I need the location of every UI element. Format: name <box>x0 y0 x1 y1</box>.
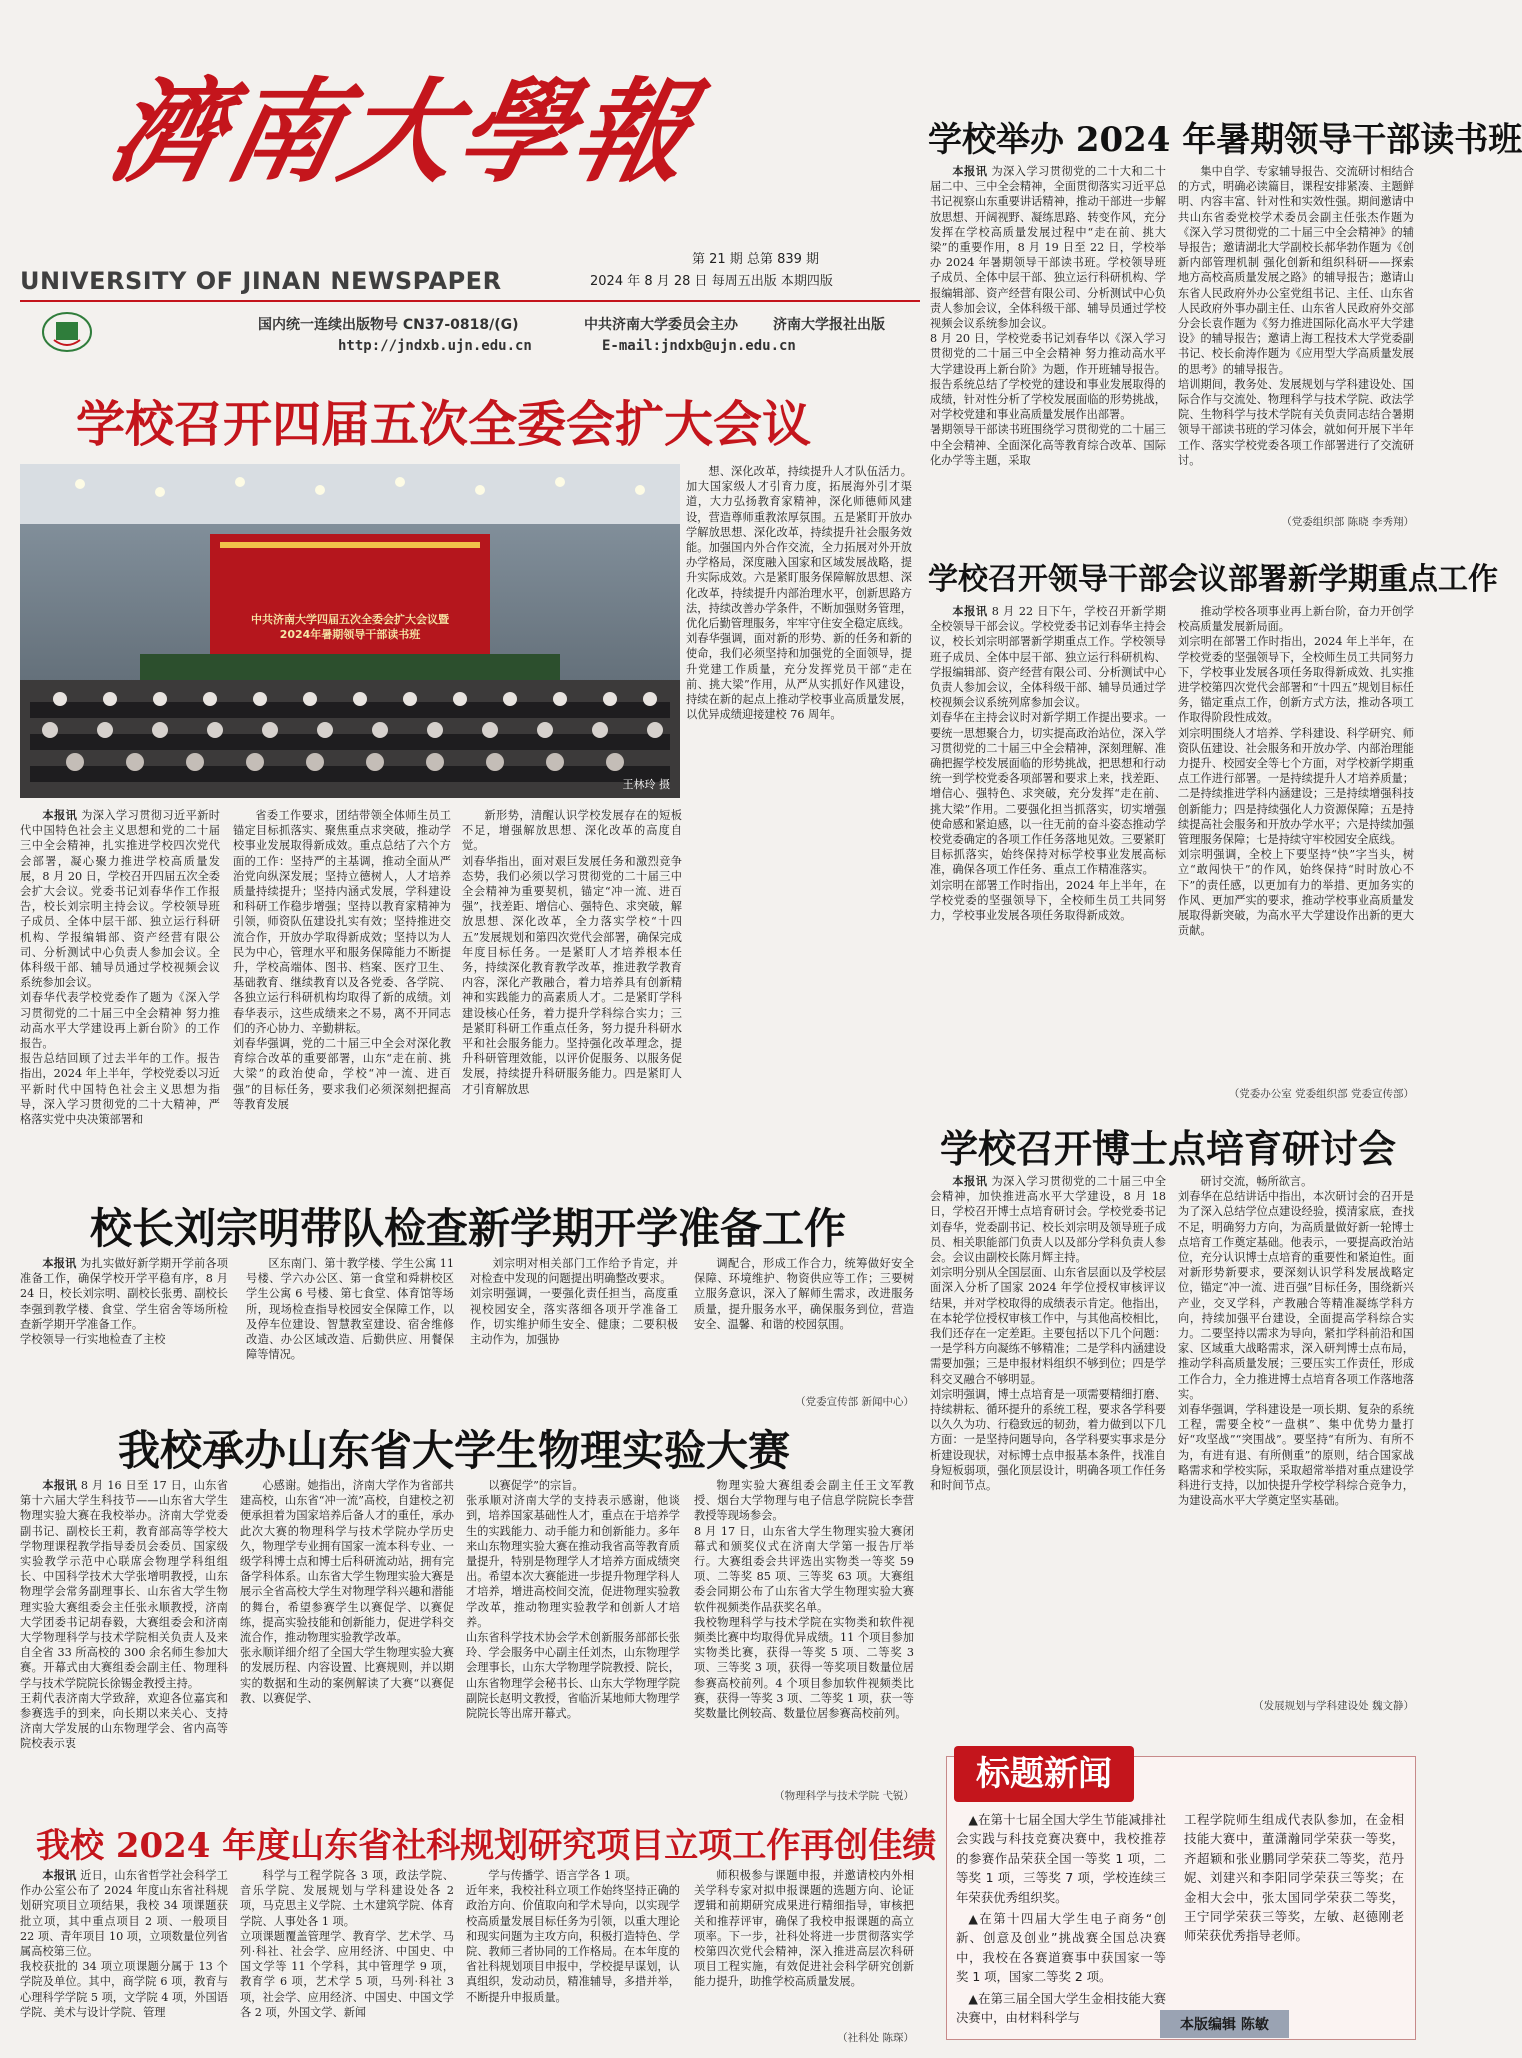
article3-column-2: 推动学校各项事业再上新台阶，奋力开创学校高质量发展新局面。 刘宗明在部署工作时指出，2024 年上半年，在学校党委的坚强领导下，全校师生员工共同努力下，学校事业发展各项任务取得新成效、扎实推进学校第四次党代会部署和“十四五”规划目标任务，锚定重点工作，创新方式方法，推动各项工作取得阶段性成效。 刘宗明围绕人才培养、学科建设、科学研究、师资队伍建设、社会服务和开放办学、内部治理能力提升、校园安全等七个方面，对学校新学期重点工作进行部署。一是持续提升人才培养质量；二是持续推进学科内涵建设；三是持续增强科技创新能力；四是持续强化人力资源保障；五是持续提高社会服务和开放办学水平；六是持续加强管理服务保障；七是持续守牢校园安全底线。 刘宗明强调，全校上下要坚持“快”字当头，树立“敢闯快干”的作风，始终保持“时时放心不下”的责任感，以更加有力的举措、更加务实的作风、更加严实的要求，推动学校事业高质量发展取得新突破，为高水平大学建设作出新的更大贡献。 <box>1178 605 1414 938</box>
article7-column-3: 学与传播学、语言学各 1 项。 近年来，我校社科立项工作始终坚持正确的政治方向、价值取向和学术导向，以实现学校高质量发展目标任务为引领，以重大理论和现实问题为主攻方向，积极打造特色、学院、教师三者协同的工作格局。在本年度的省社科规划项目申报中，学校提早谋划，认真组织，发动动员，精准辅导，多措并举，不断提升申报质量。 <box>466 1869 680 2004</box>
article4-signature: （发展规划与学科建设处 魏文静） <box>1253 1700 1414 1712</box>
article2-column-2: 集中自学、专家辅导报告、交流研讨相结合的方式，明确必读篇目，课程安排紧凑、主题鲜明、内容丰富、针对性和实效性强。期间邀请中共山东省委党校学术委员会副主任张杰作题为《深入学习贯彻党的二十届三中全会精神》的辅导报告；邀请湖北大学副校长郝华勃作题为《创新内部管理机制 强化创新和组织科研——探索地方高校高质量发展之路》的辅导报告；邀请山东省人民政府外办公室党组书记、主任、山东省人民政府外事办副主任、山东省人民政府外交部分会长袁作题为《努力推进国际化高水平大学建设》的辅导报告；邀请上海工程技术大学党委副书记、校长俞涛作题为《应用型大学高质量发展的思考》的辅导报告。 培训期间，教务处、发展规划与学科建设处、国际合作与交流处、物理科学与技术学院、政法学院、生物科学与技术学院有关负责同志结合暑期领导干部读书班的学习体会，就如何开展下半年工作、落实学校党委各项工作部署进行了交流研讨。 <box>1178 165 1414 467</box>
article6-column-2: 心感谢。她指出，济南大学作为省部共建高校，山东省“冲一流”高校，自建校之初便承担着为国家培养后备人才的重任，承办此次大赛的物理科学与技术学院办学历史久，物理学专业拥有国家一流本科专业、一级学科博士点和博士后科研流动站，拥有完备学科体系。山东省大学生物理实验大赛是展示全省高校大学生对物理学科兴趣和潜能的舞台，希望参赛学生以赛促学、以赛促练，提高实验技能和创新能力，促进学科交流合作，推动物理实验教学改革。 张永顺详细介绍了全国大学生物理实验大赛的发展历程、内容设置、比赛规则，并以期实的数据和生动的案例解读了大赛“以赛促教、以赛促学、 <box>240 1479 454 1705</box>
brief-news-column-1: ▲在第十七届全国大学生节能减排社会实践与科技竞赛决赛中，我校推荐的参赛作品荣获全国一等奖 1 项，二等奖 1 项，三等奖 7 项，学校连续三年荣获优秀组织奖。 ▲在第十四届大学生电子商务“创新、创意及创业”挑战赛全国总决赛中，我校在各赛道赛事中获国家一等奖 1 项，国家二等奖 2 项。 ▲在第三届全国大学生金相技能大赛决赛中，由材料科学与 <box>956 1812 1166 2026</box>
article5-signature: （党委宣传部 新闻中心） <box>795 1396 914 1408</box>
photo-credit: 王林玲 摄 <box>622 778 670 791</box>
article1-column-2: 省委工作要求，团结带领全体师生员工锚定目标抓落实、聚焦重点求突破，推动学校事业发展取得新成效。重点总结了六个方面的工作：坚持严的主基调，推动全面从严治党向纵深发展；坚持立德树人，人才培养质量持续提升；坚持内涵式发展，学科建设和科研工作稳步增强；坚持以教育家精神为引领，师资队伍建设扎实有效；坚持推进交流合作，开放办学取得新成效；坚持以为人民为中心，管理水平和服务保障能力不断提升，学校高端体、图书、档案、医疗卫生、基础教育、继续教育以及各党委、各学院、各独立运行科研机构均取得了新的成绩。刘春华表示，这些成绩来之不易，离不开同志们的齐心协力、辛勤耕耘。 刘春华强调，党的二十届三中全会对深化教育综合改革的重要部署，山东“走在前、挑大梁”的政治使命，学校“冲一流、进百强”的目标任务，要求我们必须深刻把握高等教育发展 <box>233 809 451 1111</box>
masthead-english-title: UNIVERSITY OF JINAN NEWSPAPER <box>20 267 502 295</box>
article6-column-4: 物理实验大赛组委会副主任王文军教授、烟台大学物理与电子信息学院院长李营教授等现场参会。 8 月 17 日，山东省大学生物理实验大赛闭幕式和颁奖仪式在济南大学第一报告厅举行。大赛组委会共评选出实物类一等奖 59 项、二等奖 85 项、三等奖 63 项。大赛组委会同期公布了山东省大学生物理实验大赛软件视频类作品获奖名单。 我校物理科学与技术学院在实物类和软件视频类比赛中均取得优异成绩。11 个项目参加实物类比赛，获得一等奖 5 项、二等奖 3 项、三等奖 3 项，获得一等奖项目数量位居参赛高校前列。4 个项目参加软件视频类比赛，获得一等奖 3 项、二等奖 1 项，获一等奖数量比例较高、数量位居参赛高校前列。 <box>694 1479 914 1721</box>
article2-column-1: 本报讯 为深入学习贯彻党的二十大和二十届二中、三中全会精神，全面贯彻落实习近平总书记视察山东重要讲话精神，推动干部进一步解放思想、开阔视野、凝练思路、转变作风，充分发挥在学校高质量发展过程中“走在前、挑大梁”的重要作用，8 月 19 日至 22 日，学校举办 2024 年暑期领导干部读书班。学校领导班子成员、全体中层干部、独立运行科研机构、学报编辑部、资产经营有限公司、分析测试中心负责人参加会议，全体科级干部、辅导员通过学校视频会议系统参加会议。 8 月 20 日，学校党委书记刘春华以《深入学习贯彻党的二十届三中全会精神 努力推动高水平大学建设再上新台阶》为题，作开班辅导报告。报告系统总结了学校党的建设和事业发展取得的成绩，针对性分析了学校发展面临的形势挑战，对学校党建和事业高质量发展作出部署。 暑期领导干部读书班围绕学习贯彻党的二十届三中全会精神、全面深化高等教育综合改革、国际化办学等主题，采取 <box>930 165 1166 467</box>
article4-headline: 学校召开博士点培育研讨会 <box>940 1126 1397 1171</box>
article7-signature: （社科处 陈琛） <box>837 2032 914 2044</box>
article4-column-2: 研讨交流，畅所欲言。 刘春华在总结讲话中指出，本次研讨会的召开是为了深入总结学位点建设经验，摸清家底，查找不足，明确努力方向，为高质量做好新一轮博士点培育工作奠定基础。他表示，一要提高政治站位，充分认识博士点培育的重要性和紧迫性。面对新形势新要求，要深刻认识学科发展战略定位，锚定“冲一流、进百强”目标任务，围绕新兴产业，交叉学科，产教融合等精准凝练学科方向，持续加强平台建设，全面提高学科综合实力。二要坚持以需求为导向，紧扣学科前沿和国家、区域重大战略需求，深入研判博士点布局，推动学科高质量发展；三要压实工作责任，形成工作合力，全力推进博士点培育各项工作落地落实。 刘春华强调，学科建设是一项长期、复杂的系统工程，需要全校“一盘棋”、集中优势力量打好“攻坚战”“突围战”。要坚持“有所为、有所不为，有进有退、有所侧重”的原则，结合国家战略需求和学校实际，采取超常举措对重点建设学科进行支持，以加快提升学校学科综合竞争力，为建设高水平大学奠定坚实基础。 <box>1178 1175 1414 1508</box>
article6-column-1: 本报讯 8 月 16 日至 17 日，山东省第十六届大学生科技节——山东省大学生物理实验大赛在我校举办。济南大学党委副书记、副校长王莉，教育部高等学校大学物理课程教学指导委员会委员、国家级实验教学示范中心联席会物理学科组组长、中国科学技术大学张增明教授，山东物理学会常务副理事长、山东省大学生物理实验大赛组委会主任张永顺教授，济南大学团委书记胡春毅，大赛组委会和济南大学物理科学与技术学院相关负责人及来自全省 33 所高校的 300 余名师生参加大赛。开幕式由大赛组委会副主任、物理科学与技术学院院长徐锡金教授主持。 王莉代表济南大学致辞，欢迎各位嘉宾和参赛选手的到来，向长期以来关心、支持济南大学发展的山东物理学会、省内高等院校表示衷 <box>20 1479 228 1751</box>
article6-headline: 我校承办山东省大学生物理实验大赛 <box>118 1426 791 1475</box>
article7-column-2: 科学与工程学院各 3 项，政法学院、音乐学院、发展规划与学科建设处各 2 项，马克思主义学院、土木建筑学院、体育学院、人事处各 1 项。 立项课题覆盖管理学、教育学、艺术学、马列·科社、社会学、应用经济、中国史、中国文学等 11 个学科，其中管理学 9 项，教育学 6 项，艺术学 5 项，马列·科社 3 项，社会学、应用经济、中国史、中国文学各 2 项，外国文学、新闻 <box>240 1869 454 2019</box>
sponsor: 中共济南大学委员会主办 <box>584 317 738 333</box>
brief-news-tag: 标题新闻 <box>954 1746 1134 1802</box>
publication-number: 国内统一连续出版物号 CN37-0818/(G) <box>258 317 519 333</box>
masthead-title: 濟南大學報 <box>98 67 707 198</box>
article5-column-3: 刘宗明对相关部门工作给予肯定，并对检查中发现的问题提出明确整改要求。 刘宗明强调，一要强化责任担当，高度重视校园安全，落实落细各项开学准备工作，切实维护师生安全、健康；二要积极主动作为，加强协 <box>470 1257 678 1347</box>
article3-signature: （党委办公室 党委组织部 党委宣传部） <box>1228 1088 1414 1100</box>
website-link[interactable]: http://jndxb.ujn.edu.cn <box>338 338 532 354</box>
article7-headline: 我校 2024 年度山东省社科规划研究项目立项工作再创佳绩 <box>36 1826 937 1866</box>
article7-column-4: 师积极参与课题申报，并邀请校内外相关学科专家对拟申报课题的选题方向、论证逻辑和前期研究成果进行精细指导，审核把关和推荐评审，确保了我校申报课题的高立项率。下一步，社科处将进一步贯彻落实学校第四次党代会精神，深入推进高层次科研项目工程实施，有效促进社会科学研究创新能力提升，助推学校高质量发展。 <box>694 1869 914 1989</box>
university-logo-icon <box>40 310 94 354</box>
article3-column-1: 本报讯 8 月 22 日下午，学校召开新学期全校领导干部会议。学校党委书记刘春华主持会议，校长刘宗明部署新学期重点工作。学校领导班子成员、全体中层干部、独立运行科研机构、学报编辑部、资产经营有限公司、分析测试中心负责人参加会议，全体科级干部、辅导员通过学校视频会议系统列席参加会议。 刘春华在主持会议时对新学期工作提出要求。一要统一思想聚合力，切实提高政治站位，深入学习贯彻党的二十届三中全会精神，深刻理解、准确把握学校发展面临的形势挑战，把思想和行动统一到学校党委各项部署和要求上来，找差距、增信心、强特色、求突破，充分发挥“走在前、挑大梁”作用。二要强化担当抓落实，切实增强使命感和紧迫感，以一往无前的奋斗姿态推动学校党委确定的各项工作任务落地见效。三要紧盯目标抓落实，始终保持对标学校事业发展高标准，确保各项工作任务、重点工作精准落实。 刘宗明在部署工作时指出，2024 年上半年，在学校党委的坚强领导下，全校师生员工共同努力，学校事业发展各项任务取得新成效。 <box>930 605 1166 923</box>
photo-banner: 中共济南大学四届五次全委会扩大会议暨 2024年暑期领导干部读书班 <box>251 613 449 641</box>
article6-signature: （物理科学与技术学院 弋锐） <box>774 1790 914 1802</box>
article5-column-4: 调配合，形成工作合力，统筹做好安全保障、环境维护、物资供应等工作；三要树立服务意识，深入了解师生需求，改进服务质量，提升服务水平，确保服务到位，营造安全、温馨、和谐的校园氛围。 <box>694 1257 914 1331</box>
article2-signature: （党委组织部 陈晓 李秀翔） <box>1281 516 1414 528</box>
article4-column-1: 本报讯 为深入学习贯彻党的二十届三中全会精神，加快推进高水平大学建设，8 月 18 日，学校召开博士点培育研讨会。学校党委书记刘春华，党委副书记、校长刘宗明及领导班子成员、相关职能部门负责人以及部分学科负责人参会。会议由副校长陈月辉主持。 刘宗明分别从全国层面、山东省层面以及学校层面深入分析了国家 2024 年学位授权审核评议结果，并对学校取得的成绩表示肯定。他指出，在本轮学位授权审核工作中，与其他高校相比，我们还存在一定差距。主要包括以下几个问题：一是学科方向凝练不够精准；二是学科内涵建设需要加强；三是申报材料组织不够到位；四是学科交叉融合不够明显。 刘宗明强调，博士点培育是一项需要精细打磨、持续耕耘、循环提升的系统工程，要求各学科要以久久为功、行稳致远的韧劲，着力做到以下几方面：一是坚持问题导向，各学科要实事求是分析建设现状，对标博士点申报基本条件，找准自身短板弱项，强化顶层设计，明确各项工作任务和时间节点。 <box>930 1175 1166 1493</box>
article5-column-2: 区东南门、第十教学楼、学生公寓 11 号楼、学六办公区、第一食堂和舜耕校区学生公寓 6 号楼、第七食堂、体育馆等场所，现场检查指导校园安全保障工作，以及停车位建设、智慧教室建设、宿舍维修改造、办公区域改造、后勤供应、用餐保障等情况。 <box>246 1257 454 1362</box>
article1-column-4: 想、深化改革，持续提升人才队伍活力。加大国家级人才引育力度，拓展海外引才渠道，大力弘扬教育家精神，深化师德师风建设，营造尊师重教浓厚氛围。五是紧盯开放办学解放思想、深化改革，持续提升社会服务效能。加强国内外合作交流，全力拓展对外开放办学格局，深度融入国家和区域发展战略，提升实际成效。六是紧盯服务保障解放思想、深化改革，持续提升内部治理水平，创新思路方法，持续改善办学条件，不断加强财务管理，优化后勤管理服务，牢牢守住安全稳定底线。 刘春华强调，面对新的形势、新的任务和新的使命，我们必须坚持和加强党的全面领导，提升党建工作质量，充分发挥党员干部“走在前、挑大梁”作用，从严从实抓好作风建设，持续在新的起点上推动学校事业高质量发展，以优异成绩迎接建校 76 周年。 <box>686 465 912 722</box>
article1-column-1: 本报讯 为深入学习贯彻习近平新时代中国特色社会主义思想和党的二十届三中全会精神，扎实推进学校四次党代会部署，凝心聚力推进学校高质量发展，8 月 20 日，学校召开四届五次全委会扩大会议。党委书记刘春华作工作报告，校长刘宗明主持会议。学校领导班子成员、全体中层干部、独立运行科研机构、学报编辑部、资产经营有限公司、分析测试中心负责人参加会议。全体科级干部、辅导员通过学校视频会议系统参加会议。 刘春华代表学校党委作了题为《深入学习贯彻党的二十届三中全会精神 努力推动高水平大学建设再上新台阶》的工作报告。 报告总结回顾了过去半年的工作。报告指出，2024 年上半年，学校党委以习近平新时代中国特色社会主义思想为指导，深入学习贯彻党的二十大精神，严格落实党中央决策部署和 <box>20 809 220 1127</box>
article1-column-3: 新形势，清醒认识学校发展存在的短板不足，增强解放思想、深化改革的高度自觉。 刘春华指出，面对艰巨发展任务和激烈竞争态势，我们必须以学习贯彻党的二十届三中全会精神为重要契机，锚定“冲一流、进百强”，找差距、增信心、强特色、求突破，解放思想、深化改革，全力落实学校“十四五”发展规划和第四次党代会部署，确保完成年度目标任务。一是紧盯人才培养根本任务，持续深化教育教学改革，推进教学教育内容，深化产教融合，着力培养具有创新精神和实践能力的高素质人才。二是紧盯学科建设核心任务，着力提升学科综合实力；三是紧盯科研工作重点任务，努力提升科研水平和社会服务能力。坚持强化改革理念，提升科研管理效能，以评价促服务、以服务促发展，持续提升科研服务能力。四是紧盯人才引育解放思 <box>462 809 682 1096</box>
page-editor-label: 本版编辑 陈敏 <box>1160 2010 1289 2038</box>
article5-headline: 校长刘宗明带队检查新学期开学准备工作 <box>90 1204 847 1253</box>
email-link[interactable]: E-mail:jndxb@ujn.edu.cn <box>602 338 796 354</box>
article3-headline: 学校召开领导干部会议部署新学期重点工作 <box>928 562 1498 597</box>
masthead-info-bar <box>20 300 920 364</box>
issue-number: 第 21 期 总第 839 期 <box>692 252 820 267</box>
article6-column-3: 以赛促学”的宗旨。 张承顺对济南大学的支持表示感谢，他谈到，培养国家基础性人才，重点在于培养学生的实践能力、动手能力和创新能力。多年来山东物理实验大赛在推动我省高等教育质量提升，特别是物理学人才培养方面成绩突出。希望本次大赛能进一步提升物理学科人才培养，增进高校间交流，促进物理实验教学改革，推动物理实验教学和创新人才培养。 山东省科学技术协会学术创新服务部部长张玲、学会服务中心副主任刘杰，山东物理学会理事长，山东大学物理学院教授、院长，山东省物理学会秘书长、山东大学物理学院副院长赵明文教授，省临沂某地师大物理学院院长等出席开幕式。 <box>466 1479 680 1721</box>
meeting-photo <box>20 464 680 798</box>
article7-column-1: 本报讯 近日，山东省哲学社会科学工作办公室公布了 2024 年度山东省社科规划研究项目立项结果，我校 34 项课题获批立项，其中重点项目 2 项、一般项目 22 项、青年项目 10 项，立项数量位列省属高校第三位。 我校获批的 34 项立项课题分属于 13 个学院及单位。其中，商学院 6 项，教育与心理科学学院 5 项，文学院 4 项，外国语学院、美术与设计学院、管理 <box>20 1869 228 2019</box>
article5-column-1: 本报讯 为扎实做好新学期开学前各项准备工作，确保学校开学平稳有序，8 月 24 日，校长刘宗明、副校长张勇、副校长李强到教学楼、食堂、学生宿舍等场所检查新学期开学准备工作。 学校领导一行实地检查了主校 <box>20 1257 228 1347</box>
publisher: 济南大学报社出版 <box>773 317 885 333</box>
article1-headline: 学校召开四届五次全委会扩大会议 <box>76 395 812 453</box>
article2-headline: 学校举办 2024 年暑期领导干部读书班 <box>928 120 1522 160</box>
brief-news-column-2: 工程学院师生组成代表队参加，在金相技能大赛中，董潇瀚同学荣获一等奖，齐超颖和张业鹏同学荣获二等奖，范丹妮、刘建兴和李阳同学荣获三等奖；在金相大会中，张太国同学荣获二等奖，王宁同学荣获三等奖，左敏、赵德刚老师荣获优秀指导老师。 <box>1184 1812 1404 1944</box>
issue-date: 2024 年 8 月 28 日 每周五出版 本期四版 <box>590 274 833 289</box>
